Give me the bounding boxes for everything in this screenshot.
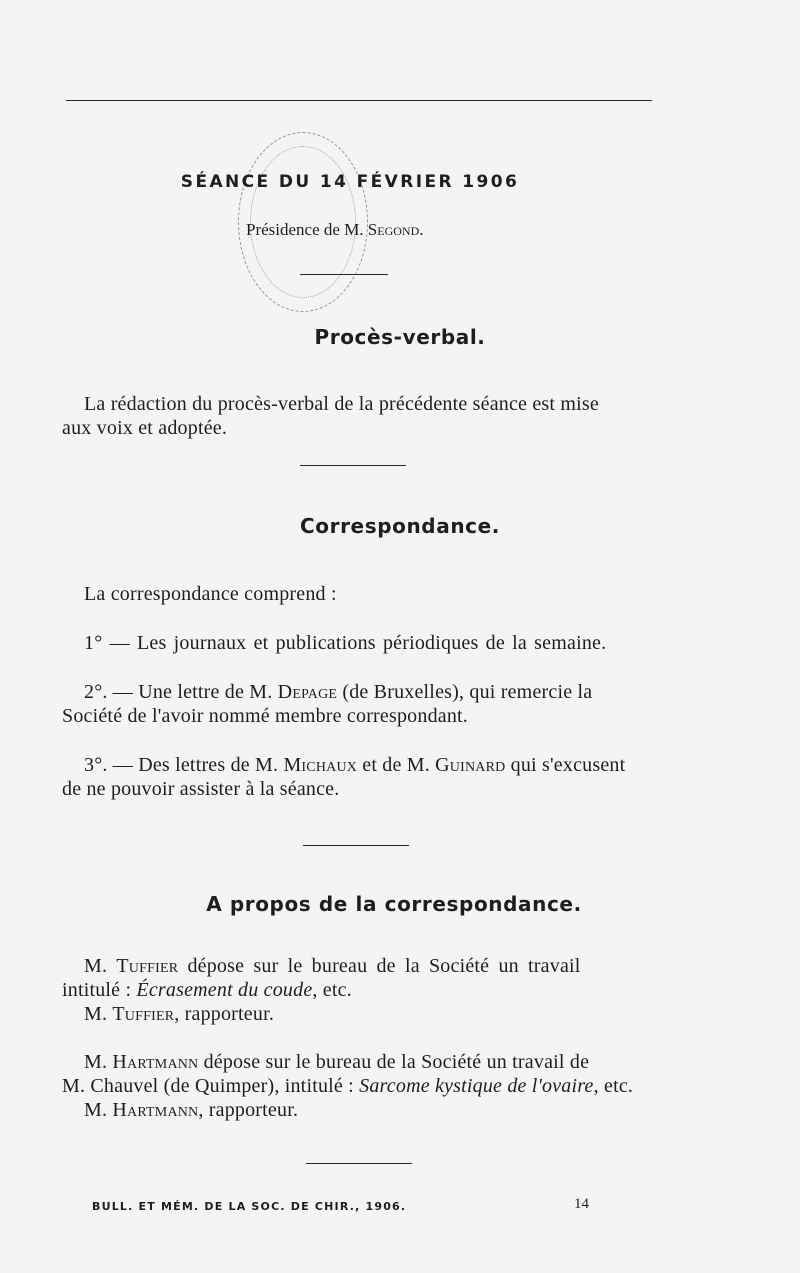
proces-verbal-heading: Procès-verbal. — [314, 325, 486, 349]
a-propos-p2-line-3 — [84, 1098, 702, 1122]
correspondance-heading: Correspondance. — [300, 514, 500, 538]
presidence-line — [246, 220, 424, 240]
p1-suffix: dépose sur le bureau de la Société un travail — [178, 955, 581, 977]
p2-line3-prefix: M. — [84, 1099, 113, 1121]
item-3-suffix: qui s'excusent — [505, 754, 626, 776]
footer-sheet-number: 14 — [574, 1196, 589, 1212]
separator-3 — [306, 1163, 412, 1164]
a-propos-p1-line-2 — [62, 978, 702, 1002]
p1-line2-prefix: intitulé : — [62, 979, 137, 1001]
p1-rapporteur-name: Tuffier — [112, 1003, 175, 1025]
p2-work-title: Sarcome kystique de l'ovaire — [359, 1075, 594, 1097]
correspondance-item-3 — [62, 753, 702, 801]
p2-rapporteur-name: Hartmann — [112, 1099, 199, 1121]
proces-verbal-line-1: La rédaction du procès-verbal de la précédente séance est mise — [84, 393, 599, 415]
item-3-name-2: Guinard — [435, 754, 506, 776]
a-propos-heading: A propos de la correspondance. — [206, 892, 582, 916]
correspondance-item-3-line-2: de ne pouvoir assister à la séance. — [62, 778, 340, 800]
proces-verbal-text — [62, 392, 704, 440]
p1-line2-suffix: , etc. — [312, 979, 352, 1001]
p2-line2-suffix: , etc. — [593, 1075, 634, 1097]
presidence-underline — [300, 274, 388, 275]
correspondance-intro: La correspondance comprend : — [84, 583, 337, 605]
p2-line2-prefix: M. Chauvel (de Quimper), intitulé : — [62, 1075, 360, 1097]
a-propos-p1-line-3 — [84, 1002, 702, 1026]
top-rule — [66, 100, 652, 101]
correspondance-item-3-line-1 — [84, 753, 702, 777]
p1-line3-prefix: M. — [84, 1003, 113, 1025]
separator-2 — [303, 845, 409, 846]
separator-1 — [300, 465, 406, 466]
correspondance-item-2-line-2: Société de l'avoir nommé membre correspondant. — [62, 705, 469, 727]
a-propos-p2-line-2 — [62, 1074, 702, 1098]
p1-line3-suffix: , rapporteur. — [174, 1003, 275, 1025]
item-2-prefix: 2°. — Une lettre de M. — [84, 681, 278, 703]
a-propos-paragraph-2 — [62, 1050, 702, 1122]
item-3-middle: et de M. — [357, 754, 436, 776]
a-propos-p1-line-1 — [84, 954, 702, 978]
p2-name: Hartmann — [112, 1051, 199, 1073]
correspondance-item-2-line-1 — [84, 680, 702, 704]
a-propos-p2-line-1 — [84, 1050, 702, 1074]
item-2-suffix: (de Bruxelles), qui remercie la — [337, 681, 593, 703]
p1-name: Tuffier — [116, 955, 179, 977]
item-3-name-1: Michaux — [283, 754, 358, 776]
correspondance-item-2 — [62, 680, 702, 728]
footer-journal: BULL. ET MÉM. DE LA SOC. DE CHIR., 1906. — [92, 1200, 407, 1213]
p1-prefix: M. — [84, 955, 117, 977]
seance-title: SÉANCE DU 14 FÉVRIER 1906 — [180, 172, 520, 192]
item-2-name: Depage — [277, 681, 338, 703]
a-propos-paragraph-1 — [62, 954, 702, 1026]
president-name: M. Segond. — [344, 220, 424, 239]
p2-prefix: M. — [84, 1051, 113, 1073]
item-3-prefix: 3°. — Des lettres de M. — [84, 754, 284, 776]
p2-suffix: dépose sur le bureau de la Société un travail de — [198, 1051, 590, 1073]
presidence-prefix: Présidence de — [246, 220, 340, 239]
correspondance-item-1: 1° — Les journaux et publications périodiques de la semaine. — [84, 632, 607, 654]
proces-verbal-line-2: aux voix et adoptée. — [62, 417, 228, 439]
p1-work-title: Écrasement du coude — [136, 979, 313, 1001]
p2-line3-suffix: , rapporteur. — [198, 1099, 299, 1121]
